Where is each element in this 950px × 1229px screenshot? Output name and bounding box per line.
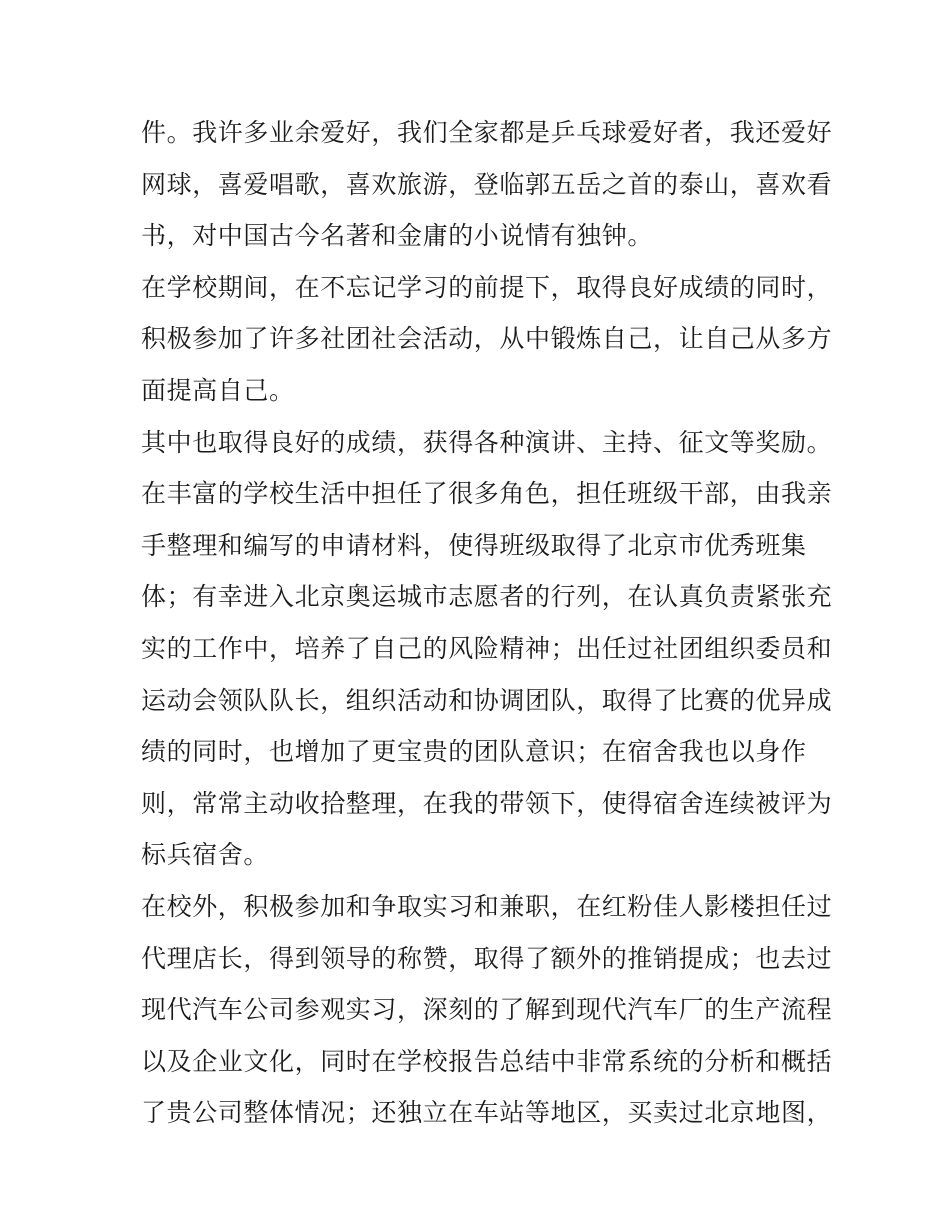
- text-line: 实的工作中，培养了自己的风险精神；出任过社团组织委员和: [141, 633, 833, 663]
- text-line: 在丰富的学校生活中担任了很多角色，担任班级干部，由我亲: [141, 479, 833, 509]
- text-line: 其中也取得良好的成绩，获得各种演讲、主持、征文等奖励。: [141, 427, 833, 457]
- text-line: 了贵公司整体情况；还独立在车站等地区，买卖过北京地图，: [141, 1098, 833, 1128]
- text-line: 积极参加了许多社团社会活动，从中锻炼自己，让自己从多方: [141, 324, 833, 354]
- text-line: 网球，喜爱唱歌，喜欢旅游，登临郭五岳之首的泰山，喜欢看: [141, 169, 833, 199]
- text-line: 以及企业文化，同时在学校报告总结中非常系统的分析和概括: [141, 1046, 833, 1076]
- text-line: 运动会领队队长，组织活动和协调团队，取得了比赛的优异成: [141, 685, 833, 715]
- text-line: 书，对中国古今名著和金庸的小说情有独钟。: [141, 221, 654, 251]
- text-line: 在校外，积极参加和争取实习和兼职，在红粉佳人影楼担任过: [141, 891, 833, 921]
- text-line: 手整理和编写的申请材料，使得班级取得了北京市优秀班集: [141, 530, 807, 560]
- document-text-body: [141, 107, 833, 1139]
- text-line: 标兵宿舍。: [141, 840, 270, 870]
- text-line: 现代汽车公司参观实习，深刻的了解到现代汽车厂的生产流程: [141, 995, 833, 1025]
- text-line: 则，常常主动收拾整理，在我的带领下，使得宿舍连续被评为: [141, 788, 833, 818]
- text-line: 绩的同时，也增加了更宝贵的团队意识；在宿舍我也以身作: [141, 737, 807, 767]
- text-line: 件。我许多业余爱好，我们全家都是乒乓球爱好者，我还爱好: [141, 118, 833, 147]
- text-line: 体；有幸进入北京奥运城市志愿者的行列，在认真负责紧张充: [141, 582, 833, 612]
- text-line: 面提高自己。: [141, 375, 295, 405]
- text-line: 代理店长，得到领导的称赞，取得了额外的推销提成；也去过: [141, 943, 833, 973]
- text-line: 在学校期间，在不忘记学习的前提下，取得良好成绩的同时，: [141, 272, 833, 302]
